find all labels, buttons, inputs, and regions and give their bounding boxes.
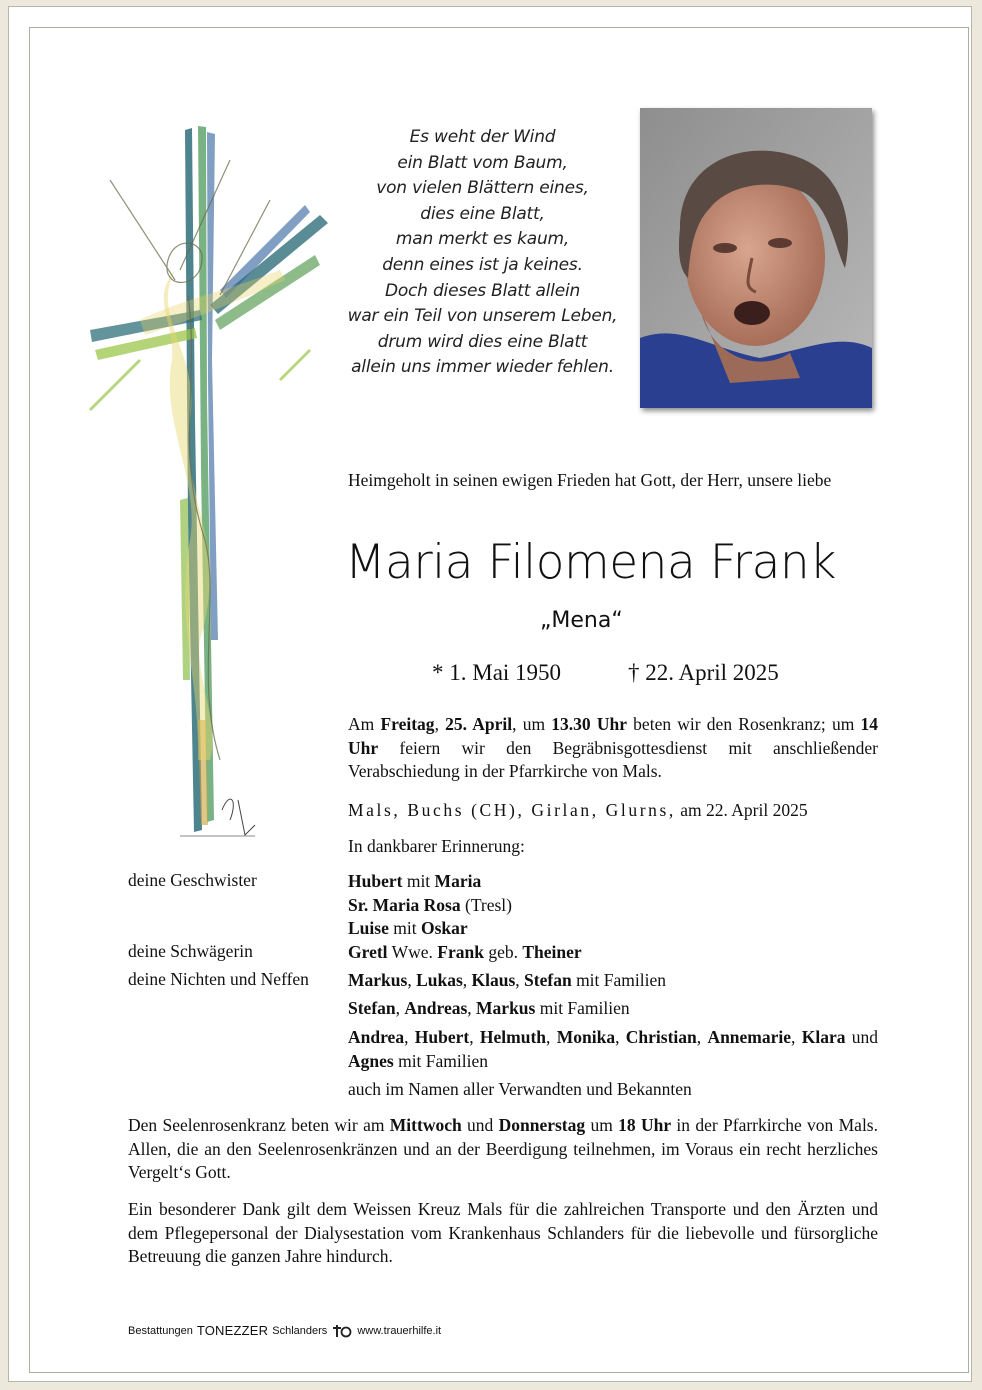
birth-date: * 1. Mai 1950 <box>432 660 562 685</box>
poem-line: dies eine Blatt, <box>420 203 545 224</box>
trauerhilfe-logo-icon <box>331 1324 353 1338</box>
footer-suffix: Schlanders <box>272 1324 328 1337</box>
sibling-entry: Sr. Maria Rosa (Tresl) <box>348 894 512 915</box>
poem-line: war ein Teil von unserem Leben, <box>347 306 618 327</box>
poem-line: denn eines ist ja keines. <box>382 254 583 275</box>
poem-line: Doch dieses Blatt allein <box>384 280 581 301</box>
relatives-line: auch im Namen aller Verwandten und Bekannten <box>348 1079 692 1099</box>
poem <box>330 125 635 381</box>
footer-url[interactable]: www.trauerhilfe.it <box>357 1324 442 1337</box>
portrait-photo <box>640 108 872 408</box>
sibling-entry: Hubert mit Maria <box>348 871 482 891</box>
siblings-list <box>348 870 878 941</box>
death-date: † 22. April 2025 <box>628 660 779 685</box>
poem-line: von vielen Blättern eines, <box>376 178 589 199</box>
thanks-heading: In dankbarer Erinnerung: <box>348 836 525 856</box>
nephews-label: deine Nichten und Neffen <box>128 969 309 989</box>
sister-in-law-entry: Gretl Wwe. Frank geb. Theiner <box>348 942 582 962</box>
footer <box>128 1323 441 1338</box>
nickname: „Mena“ <box>540 608 623 633</box>
funeral-info: Am Freitag, 25. April, um 13.30 Uhr beten wir den Rosenkranz; um 14 Uhr feiern wir den Begräbnisgottesdienst mit anschließender Verabschiedung in der Pfarrkirche von Mals. <box>348 714 879 781</box>
poem-line: man merkt es kaum, <box>395 229 570 250</box>
sister-in-law-label: deine Schwägerin <box>128 941 253 961</box>
siblings-label: deine Geschwister <box>128 870 257 890</box>
poem-line: allein uns immer wieder fehlen. <box>351 357 614 378</box>
nephews-line-3: Andrea, Hubert, Helmuth, Monika, Christian, Annemarie, Klara und Agnes mit Familien <box>348 1027 879 1071</box>
poem-line: Es weht der Wind <box>409 127 556 147</box>
poem-line: drum wird dies eine Blatt <box>377 331 588 352</box>
footer-brand: TONEZZER <box>196 1323 269 1338</box>
sibling-entry: Luise mit Oskar <box>348 918 468 938</box>
watercolor-cross-illustration <box>80 120 350 850</box>
poem-line: ein Blatt vom Baum, <box>397 152 568 173</box>
special-thanks-paragraph: Ein besonderer Dank gilt dem Weissen Kreuz Mals für die zahlreichen Transporte und den Ärzten und dem Pflegepersonal der Dialysestation vom Krankenhaus Schlanders für die liebevolle und fürsorgliche Betreuung die ganzen Jahre hindurch. <box>128 1199 878 1266</box>
place-date: Mals, Buchs (CH), Girlan, Glurns, am 22. April 2025 <box>348 800 808 820</box>
intro-text: Heimgeholt in seinen ewigen Frieden hat Gott, der Herr, unsere liebe <box>348 470 832 490</box>
nephews-line-1: Markus, Lukas, Klaus, Stefan mit Familien <box>348 970 666 990</box>
nephews-line-2: Stefan, Andreas, Markus mit Familien <box>348 998 630 1018</box>
footer-prefix: Bestattungen <box>128 1324 193 1337</box>
deceased-name: Maria Filomena Frank <box>345 535 836 590</box>
soul-rosary-paragraph: Den Seelenrosenkranz beten wir am Mittwoch und Donnerstag um 18 Uhr in der Pfarrkirche von Mals. Allen, die an den Seelenrosenkränzen und an der Beerdigung teilnehmen, im Voraus ein recht herzliches Vergelt‘s Gott. <box>128 1115 878 1182</box>
